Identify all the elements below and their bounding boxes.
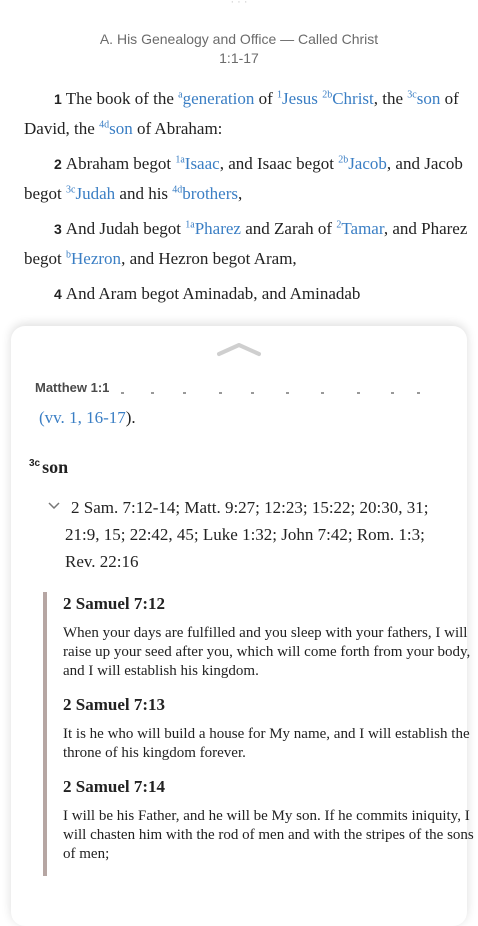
clipped-text-remnant	[121, 390, 421, 396]
quote-reference[interactable]: 2 Samuel 7:13	[63, 695, 165, 714]
verse-number: 2	[54, 156, 62, 172]
quote-text: When your days are fulfilled and you sleep with your fathers, I will raise up your seed after you, which will come forth from your body, and I will establish his kingdom.	[63, 625, 471, 679]
section-heading	[0, 30, 478, 68]
verse-number: 4	[54, 286, 62, 302]
verse-range-reference: (vv. 1, 16-17).	[39, 408, 136, 427]
footnote-link-hezron[interactable]: $^b$Hezron	[66, 249, 122, 268]
study-notes-panel	[11, 326, 474, 926]
cross-reference-quotes	[43, 592, 478, 876]
verse-link-1[interactable]: 1	[69, 408, 78, 427]
scripture-text	[24, 84, 470, 315]
verse-3: 3 And Judah begot $^{1a}$Pharez and Zarah of $^2$Tamar, and Pharez begot $^b$Hezron, and Hezron begot Aram,	[24, 219, 468, 268]
verse-4: 4 And Aram begot Aminadab, and Aminadab	[54, 284, 361, 303]
verse-1: 1 The book of the $^a$generation of $^1$Jesus $^{2b}$Christ, the $^{3c}$son of David, the $^{4d}$son of Abraham:	[24, 89, 459, 138]
quote-block	[63, 693, 478, 763]
panel-reference-label: Matthew 1:1	[35, 380, 110, 395]
section-range: 1:1-17	[219, 50, 259, 66]
verse-link-16-17[interactable]: 16-17	[86, 408, 126, 427]
footnote-link-generation[interactable]: $^a$generation	[178, 89, 255, 108]
verse-number: 3	[54, 221, 62, 237]
quote-text: I will be his Father, and he will be My son. If he commits iniquity, I will chasten him with the rod of men and with the stripes of the sons of men;	[63, 808, 474, 862]
chevron-down-icon[interactable]	[47, 500, 61, 512]
quote-block	[63, 775, 478, 864]
drag-handle-icon[interactable]	[215, 340, 263, 358]
quote-reference[interactable]: 2 Samuel 7:12	[63, 594, 165, 613]
quote-block	[63, 592, 478, 681]
verse-2: 2 Abraham begot $^{1a}$Isaac, and Isaac begot $^{2b}$Jacob, and Jacob begot $^{3c}$Judah and his $^{4d}$brothers,	[24, 154, 463, 203]
section-title: A. His Genealogy and Office — Called Christ	[99, 31, 379, 47]
footnote-link-tamar[interactable]: $^2$Tamar	[336, 219, 384, 238]
note-marker: 3c	[29, 458, 41, 469]
cross-reference-list[interactable]: 2 Sam. 7:12-14; Matt. 9:27; 12:23; 15:22; 20:30, 31; 21:9, 15; 22:42, 45; Luke 1:32; John 7:42; Rom. 1:3; Rev. 22:16	[65, 498, 429, 571]
top-cutoff-strip: · · ·	[230, 0, 248, 8]
footnote-link-jesus[interactable]: $^1$Jesus	[277, 89, 318, 108]
footnote-link-son-abraham[interactable]: $^{4d}$son	[99, 119, 133, 138]
footnote-link-judah[interactable]: $^{3c}$Judah	[66, 184, 116, 203]
footnote-link-jacob[interactable]: $^{2b}$Jacob	[338, 154, 387, 173]
quote-reference[interactable]: 2 Samuel 7:14	[63, 777, 165, 796]
footnote-link-son-david[interactable]: $^{3c}$son	[407, 89, 441, 108]
footnote-link-pharez[interactable]: $^{1a}$Pharez	[185, 219, 241, 238]
note-heading	[29, 457, 68, 478]
verse-number: 1	[54, 91, 62, 107]
footnote-link-isaac[interactable]: $^{1a}$Isaac	[175, 154, 220, 173]
quote-text: It is he who will build a house for My name, and I will establish the throne of his kingdom forever.	[63, 726, 470, 761]
footnote-link-christ[interactable]: $^{2b}$Christ	[322, 89, 374, 108]
footnote-link-brothers[interactable]: $^{4d}$brothers	[172, 184, 239, 203]
note-word: son	[42, 457, 69, 477]
